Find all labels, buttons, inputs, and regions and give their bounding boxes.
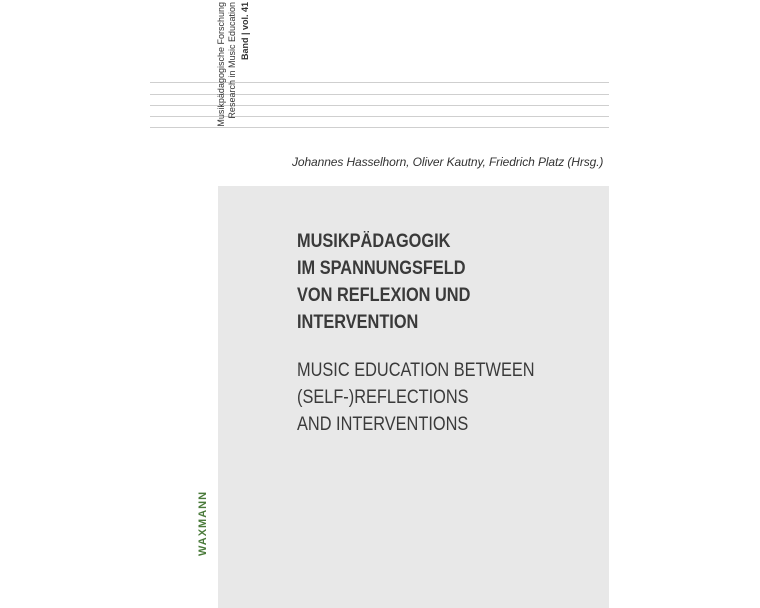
title-german-line: MUSIKPÄDAGOGIK — [297, 231, 451, 252]
series-name-de: Musikpädagogische Forschung — [216, 2, 226, 127]
series-name-en: Research in Music Education — [227, 2, 237, 119]
title-german-line: INTERVENTION — [297, 312, 419, 333]
title-english-line: MUSIC EDUCATION BETWEEN — [297, 360, 535, 381]
title-english-line: AND INTERVENTIONS — [297, 414, 469, 435]
title-german-line: IM SPANNUNGSFELD — [297, 258, 466, 279]
series-info — [216, 2, 252, 130]
publisher-logo: WAXMANN — [197, 490, 209, 556]
title-english-line: (SELF-)REFLECTIONS — [297, 387, 469, 408]
title-german-line: VON REFLEXION UND — [297, 285, 471, 306]
series-volume: Band | vol. 41 — [240, 2, 250, 61]
title-english — [297, 357, 572, 438]
title-german — [297, 228, 555, 336]
editors: Johannes Hasselhorn, Oliver Kautny, Friedrich Platz (Hrsg.) — [292, 155, 604, 169]
